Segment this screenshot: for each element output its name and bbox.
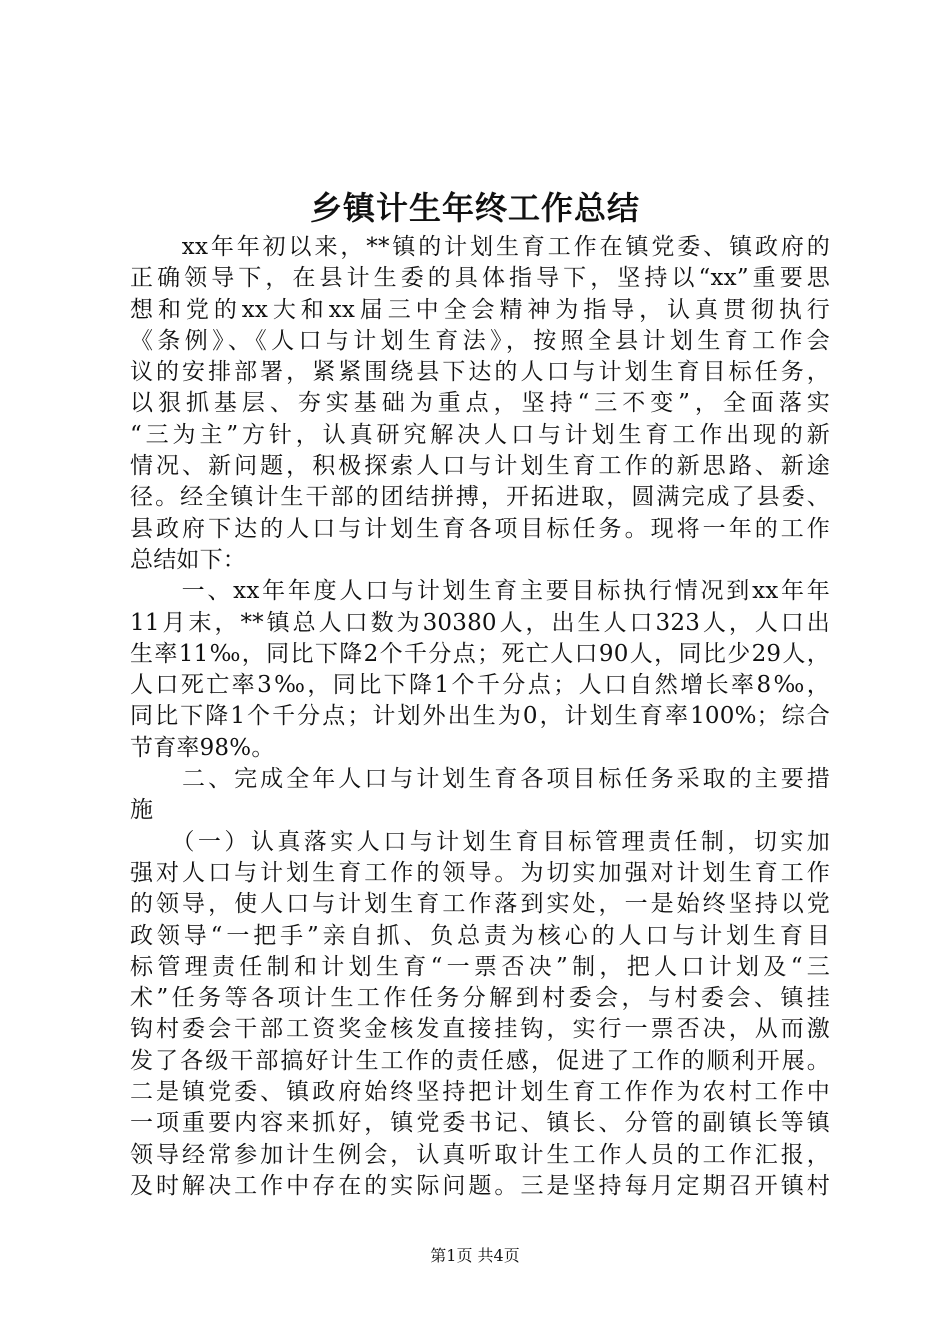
body-line: 总结如下： bbox=[130, 546, 246, 573]
body-line: 政领导“一把手”亲自抓、负总责为核心的人口与计划生育目 bbox=[130, 922, 830, 949]
body-line: 生率11‰，同比下降2个千分点；死亡人口90人，同比少29人， bbox=[130, 640, 830, 667]
body-line: 一、xx年年度人口与计划生育主要目标执行情况到xx年年 bbox=[130, 578, 830, 605]
body-line: 术”任务等各项计生工作任务分解到村委会，与村委会、镇挂 bbox=[130, 985, 830, 1012]
body-line: “三为主”方针，认真研究解决人口与计划生育工作出现的新 bbox=[130, 421, 830, 448]
body-line: 发了各级干部搞好计生工作的责任感，促进了工作的顺利开展。 bbox=[130, 1047, 830, 1074]
body-line: 《条例》、《人口与计划生育法》，按照全县计划生育工作会 bbox=[130, 327, 830, 354]
body-line: 一项重要内容来抓好，镇党委书记、镇长、分管的副镇长等镇 bbox=[130, 1110, 830, 1137]
body-line: 标管理责任制和计划生育“一票否决”制，把人口计划及“三 bbox=[130, 953, 830, 980]
body-line: 径。经全镇计生干部的团结拼搏，开拓进取，圆满完成了县委、 bbox=[130, 484, 830, 511]
page-footer: 第1页 共4页 bbox=[430, 1246, 520, 1265]
body-line: 钩村委会干部工资奖金核发直接挂钩，实行一票否决，从而激 bbox=[130, 1016, 830, 1043]
body-line: 领导经常参加计生例会，认真听取计生工作人员的工作汇报， bbox=[130, 1141, 830, 1168]
body-line: 议的安排部署，紧紧围绕县下达的人口与计划生育目标任务， bbox=[130, 359, 830, 386]
document-title: 乡镇计生年终工作总结 bbox=[309, 189, 640, 227]
body-line: xx年年初以来，**镇的计划生育工作在镇党委、镇政府的 bbox=[130, 234, 830, 260]
body-line: （一）认真落实人口与计划生育目标管理责任制，切实加 bbox=[130, 828, 830, 855]
body-line: 想和党的xx大和xx届三中全会精神为指导，认真贯彻执行 bbox=[130, 296, 830, 323]
body-line: 人口死亡率3‰，同比下降1个千分点；人口自然增长率8‰， bbox=[130, 672, 830, 699]
body-line: 强对人口与计划生育工作的领导。为切实加强对计划生育工作 bbox=[130, 859, 830, 886]
body-line: 节育率98%。 bbox=[130, 734, 275, 761]
body-line: 以狠抓基层、夯实基础为重点，坚持“三不变”，全面落实 bbox=[130, 390, 830, 417]
body-line: 县政府下达的人口与计划生育各项目标任务。现将一年的工作 bbox=[130, 515, 830, 542]
body-line: 同比下降1个千分点；计划外出生为0，计划生育率100%；综合 bbox=[130, 703, 830, 730]
body-line: 二是镇党委、镇政府始终坚持把计划生育工作作为农村工作中 bbox=[130, 1079, 830, 1106]
body-line: 二、完成全年人口与计划生育各项目标任务采取的主要措 bbox=[130, 766, 830, 793]
document-body bbox=[130, 232, 830, 1202]
body-line: 正确领导下，在县计生委的具体指导下，坚持以“xx”重要思 bbox=[130, 265, 830, 292]
body-line: 11月末，**镇总人口数为30380人，出生人口323人，人口出 bbox=[130, 609, 830, 636]
body-line: 施 bbox=[130, 797, 154, 824]
body-line: 及时解决工作中存在的实际问题。三是坚持每月定期召开镇村 bbox=[130, 1172, 830, 1199]
body-line: 的领导，使人口与计划生育工作落到实处，一是始终坚持以党 bbox=[130, 891, 830, 918]
body-line: 情况、新问题，积极探索人口与计划生育工作的新思路、新途 bbox=[130, 453, 830, 480]
